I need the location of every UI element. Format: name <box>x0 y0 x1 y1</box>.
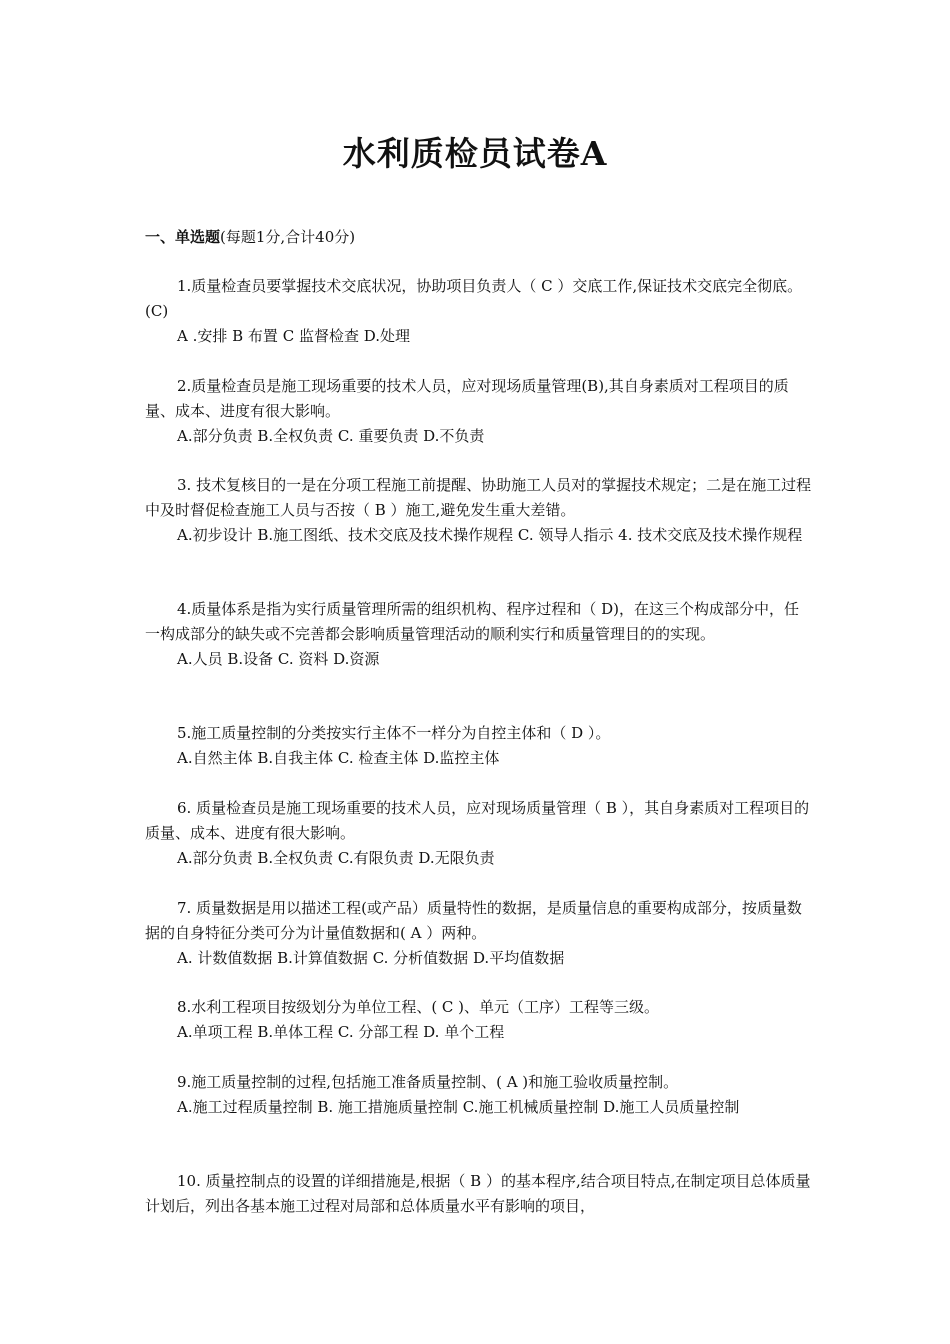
question-stem: 1.质量检查员要掌握技术交底状况，协助项目负责人（ C ）交底工作,保证技术交底完全彻底。(C) <box>145 277 803 320</box>
question-5 <box>145 721 813 771</box>
question-6 <box>145 796 813 871</box>
question-3 <box>145 473 813 548</box>
section-note: (每题1分,合计40分) <box>220 228 356 246</box>
question-stem: 4.质量体系是指为实行质量管理所需的组织机构、程序过程和（ D)，在这三个构成部分中，任一构成部分的缺失或不完善都会影响质量管理活动的顺利实行和质量管理目的的实现。 <box>145 600 799 643</box>
question-options: A.部分负责 B.全权负责 C.有限负责 D.无限负责 <box>177 849 495 867</box>
question-options: A .安排 B 布置 C 监督检查 D.处理 <box>177 327 410 345</box>
question-options: A.单项工程 B.单体工程 C. 分部工程 D. 单个工程 <box>177 1023 505 1041</box>
section-label: 一、单选题 <box>145 228 221 246</box>
question-4 <box>145 597 813 672</box>
question-8 <box>145 995 813 1045</box>
question-1 <box>145 274 813 349</box>
question-options: A.施工过程质量控制 B. 施工措施质量控制 C.施工机械质量控制 D.施工人员质量控制 <box>177 1098 740 1116</box>
question-stem: 2.质量检查员是施工现场重要的技术人员，应对现场质量管理(B),其自身素质对工程项目的质量、成本、进度有很大影响。 <box>145 377 789 420</box>
question-stem: 3. 技术复核目的一是在分项工程施工前提醒、协助施工人员对的掌握技术规定；二是在施工过程中及时督促检查施工人员与否按（ B ）施工,避免发生重大差错。 <box>145 476 812 519</box>
question-2 <box>145 374 813 449</box>
question-stem: 7. 质量数据是用以描述工程(或产品）质量特性的数据，是质量信息的重要构成部分，按质量数据的自身特征分类可分为计量值数据和( A ）两种。 <box>145 899 802 942</box>
question-stem: 8.水利工程项目按级划分为单位工程、( C )、单元（工序）工程等三级。 <box>177 998 660 1016</box>
question-stem: 9.施工质量控制的过程,包括施工准备质量控制、( A )和施工验收质量控制。 <box>177 1073 679 1091</box>
question-9 <box>145 1070 813 1120</box>
question-stem: 5.施工质量控制的分类按实行主体不一样分为自控主体和（ D ）。 <box>177 724 611 742</box>
page-title: 水利质检员试卷A <box>342 134 608 173</box>
question-options: A.自然主体 B.自我主体 C. 检查主体 D.监控主体 <box>177 749 500 767</box>
question-7 <box>145 896 813 971</box>
question-options: A.部分负责 B.全权负责 C. 重要负责 D.不负责 <box>177 427 485 445</box>
question-stem: 6. 质量检查员是施工现场重要的技术人员，应对现场质量管理（ B ），其自身素质对工程项目的质量、成本、进度有很大影响。 <box>145 799 810 842</box>
question-stem: 10. 质量控制点的设置的详细措施是,根据（ B ）的基本程序,结合项目特点,在制定项目总体质量计划后，列出各基本施工过程对局部和总体质量水平有影响的项目， <box>145 1172 811 1215</box>
question-options: A.初步设计 B.施工图纸、技术交底及技术操作规程 C. 领导人指示 4. 技术交底及技术操作规程 <box>177 526 803 544</box>
question-options: A. 计数值数据 B.计算值数据 C. 分析值数据 D.平均值数据 <box>177 949 565 967</box>
question-options: A.人员 B.设备 C. 资料 D.资源 <box>177 650 380 668</box>
section-heading <box>145 226 355 247</box>
question-10 <box>145 1169 813 1219</box>
